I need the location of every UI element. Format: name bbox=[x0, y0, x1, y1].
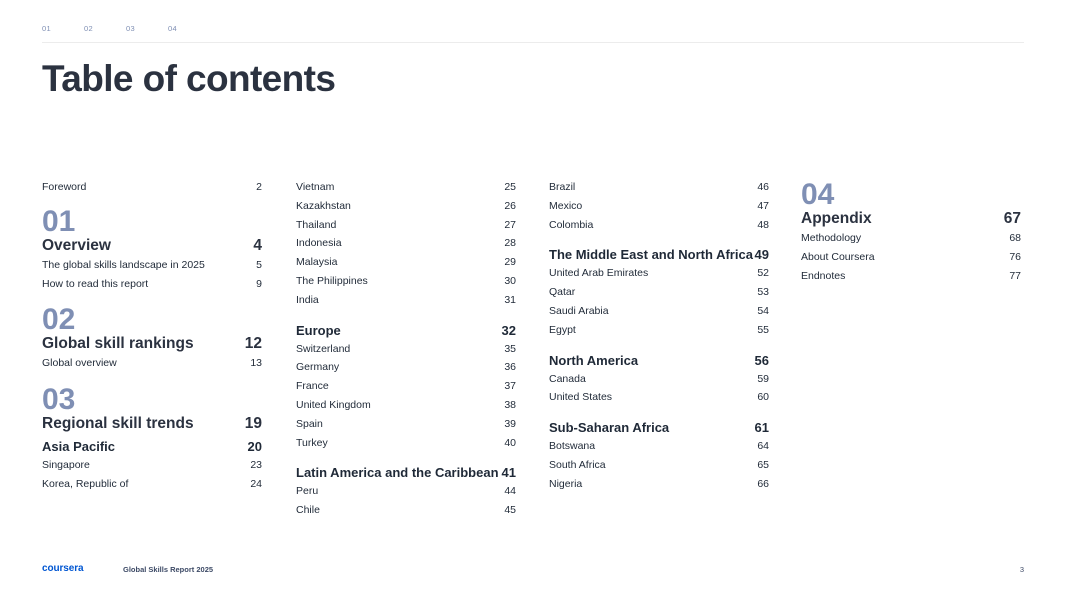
section-page: 12 bbox=[244, 335, 262, 353]
entry-label: United States bbox=[549, 391, 613, 404]
entry-page: 31 bbox=[504, 293, 516, 306]
entry-label: How to read this report bbox=[42, 277, 149, 290]
entry-page: 29 bbox=[504, 256, 516, 269]
entry-label: Mexico bbox=[549, 199, 583, 212]
entry-label: Korea, Republic of bbox=[42, 477, 129, 490]
entry-page: 25 bbox=[504, 181, 516, 193]
section-page: 4 bbox=[253, 236, 262, 254]
region-page: 20 bbox=[247, 439, 262, 455]
nav-link-01[interactable]: 01 bbox=[42, 24, 51, 33]
entry-label: Malaysia bbox=[296, 256, 338, 269]
toc-entry[interactable] bbox=[549, 180, 769, 199]
region-page: 49 bbox=[754, 247, 769, 263]
section-number-02: 02 bbox=[42, 303, 76, 337]
toc-entry[interactable] bbox=[549, 285, 769, 304]
toc-entry[interactable] bbox=[549, 218, 769, 237]
entry-label: Qatar bbox=[549, 286, 576, 299]
entry-label: Canada bbox=[549, 372, 586, 385]
entry-page: 44 bbox=[504, 485, 516, 498]
toc-entry[interactable] bbox=[296, 379, 516, 398]
entry-page: 48 bbox=[757, 218, 769, 231]
entry-page: 66 bbox=[757, 477, 769, 490]
toc-entry[interactable] bbox=[549, 477, 769, 496]
toc-entry[interactable] bbox=[549, 304, 769, 323]
entry-page: 39 bbox=[504, 417, 516, 430]
entry-label: United Kingdom bbox=[296, 398, 371, 411]
toc-entry[interactable] bbox=[42, 477, 262, 496]
entry-page: 76 bbox=[1009, 250, 1021, 263]
region-label: The Middle East and North Africa bbox=[549, 247, 753, 263]
region-label: North America bbox=[549, 352, 639, 368]
section-number-03: 03 bbox=[42, 383, 76, 417]
section-page: 19 bbox=[244, 415, 262, 433]
toc-entry[interactable] bbox=[549, 439, 769, 458]
region-label: Sub-Saharan Africa bbox=[549, 420, 670, 436]
entry-page: 36 bbox=[504, 361, 516, 374]
toc-entry[interactable] bbox=[42, 277, 262, 296]
toc-entry[interactable] bbox=[296, 417, 516, 436]
entry-label: Endnotes bbox=[801, 269, 846, 282]
entry-label: Global overview bbox=[42, 357, 117, 370]
entry-page: 55 bbox=[757, 323, 769, 336]
entry-label: Indonesia bbox=[296, 237, 342, 250]
entry-label: Botswana bbox=[549, 440, 596, 453]
toc-region-europe[interactable] bbox=[296, 322, 516, 342]
coursera-logo: coursera bbox=[42, 563, 84, 574]
entry-page: 46 bbox=[757, 181, 769, 193]
entry-label: About Coursera bbox=[801, 250, 875, 263]
entry-label: South Africa bbox=[549, 458, 606, 471]
section-number-04: 04 bbox=[801, 178, 835, 211]
toc-region-mena[interactable] bbox=[549, 246, 769, 266]
entry-label: Egypt bbox=[549, 323, 576, 336]
region-page: 56 bbox=[754, 352, 769, 368]
toc-entry[interactable] bbox=[296, 199, 516, 218]
entry-label: Foreword bbox=[42, 181, 87, 193]
entry-page: 60 bbox=[757, 391, 769, 404]
toc-entry[interactable] bbox=[296, 293, 516, 312]
entry-label: Singapore bbox=[42, 459, 90, 472]
section-label: Global skill rankings bbox=[42, 335, 194, 353]
entry-label: Methodology bbox=[801, 232, 862, 244]
entry-page: 77 bbox=[1009, 269, 1021, 282]
entry-page: 47 bbox=[757, 199, 769, 212]
entry-label: Spain bbox=[296, 417, 323, 430]
entry-page: 28 bbox=[504, 237, 516, 250]
entry-label: Vietnam bbox=[296, 181, 335, 193]
toc-entry[interactable] bbox=[42, 258, 262, 277]
nav-link-03[interactable]: 03 bbox=[126, 24, 135, 33]
entry-page: 65 bbox=[757, 458, 769, 471]
entry-page: 26 bbox=[504, 199, 516, 212]
section-nav bbox=[42, 24, 210, 33]
toc-section-global-skill-rankings[interactable] bbox=[42, 335, 262, 356]
entry-label: Switzerland bbox=[296, 342, 351, 355]
toc-entry[interactable] bbox=[296, 180, 516, 199]
entry-label: The Philippines bbox=[296, 274, 368, 287]
toc-entry[interactable] bbox=[296, 274, 516, 293]
toc-column-3 bbox=[549, 180, 769, 496]
toc-region-latin-america[interactable] bbox=[296, 464, 516, 484]
toc-entry[interactable] bbox=[549, 372, 769, 391]
toc-entry[interactable] bbox=[801, 269, 1021, 288]
toc-entry[interactable] bbox=[42, 356, 262, 375]
region-label: Asia Pacific bbox=[42, 439, 115, 455]
entry-page: 37 bbox=[504, 380, 516, 393]
toc-entry[interactable] bbox=[549, 323, 769, 342]
entry-page: 52 bbox=[757, 267, 769, 280]
entry-page: 59 bbox=[757, 372, 769, 385]
toc-entry[interactable] bbox=[296, 360, 516, 379]
toc-entry[interactable] bbox=[296, 236, 516, 255]
toc-entry[interactable] bbox=[801, 231, 1021, 250]
entry-page: 30 bbox=[504, 274, 516, 287]
toc-region-asia-pacific[interactable] bbox=[42, 438, 262, 458]
entry-label: Chile bbox=[296, 504, 320, 517]
entry-label: Colombia bbox=[549, 218, 594, 231]
toc-entry[interactable] bbox=[801, 250, 1021, 269]
nav-link-04[interactable]: 04 bbox=[168, 24, 177, 33]
entry-page: 35 bbox=[504, 342, 516, 355]
entry-label: Brazil bbox=[549, 181, 576, 193]
toc-entry[interactable] bbox=[296, 218, 516, 237]
entry-page: 5 bbox=[256, 258, 262, 271]
entry-page: 13 bbox=[250, 357, 262, 370]
toc-entry[interactable] bbox=[549, 390, 769, 409]
toc-entry[interactable] bbox=[549, 199, 769, 218]
region-page: 61 bbox=[754, 420, 769, 436]
toc-column-2 bbox=[296, 180, 516, 522]
toc-column-1 bbox=[42, 180, 262, 496]
entry-page: 9 bbox=[256, 277, 262, 290]
entry-page: 2 bbox=[256, 181, 262, 193]
region-label: Europe bbox=[296, 322, 341, 338]
entry-label: India bbox=[296, 293, 319, 306]
toc-entry[interactable] bbox=[296, 484, 516, 503]
toc-column-4 bbox=[801, 180, 1021, 287]
toc-section-regional-skill-trends[interactable] bbox=[42, 415, 262, 436]
toc-entry[interactable] bbox=[296, 398, 516, 417]
toc-section-appendix[interactable] bbox=[801, 210, 1021, 231]
entry-page: 64 bbox=[757, 440, 769, 453]
region-label: Latin America and the Caribbean bbox=[296, 465, 499, 481]
entry-label: France bbox=[296, 380, 329, 393]
entry-page: 40 bbox=[504, 436, 516, 449]
toc-entry[interactable] bbox=[549, 458, 769, 477]
section-number-01: 01 bbox=[42, 204, 76, 238]
toc-section-overview[interactable] bbox=[42, 237, 262, 258]
toc-entry[interactable] bbox=[549, 266, 769, 285]
entry-label: Saudi Arabia bbox=[549, 304, 609, 317]
entry-label: The global skills landscape in 2025 bbox=[42, 258, 205, 271]
entry-page: 23 bbox=[250, 459, 262, 472]
page-title: Table of contents bbox=[42, 58, 336, 99]
entry-page: 24 bbox=[250, 477, 262, 490]
entry-label: United Arab Emirates bbox=[549, 267, 649, 280]
entry-label: Turkey bbox=[296, 436, 328, 449]
section-label: Overview bbox=[42, 236, 111, 254]
toc-entry[interactable] bbox=[296, 342, 516, 361]
toc-entry[interactable] bbox=[296, 436, 516, 455]
header-divider bbox=[42, 42, 1024, 43]
page-footer bbox=[42, 563, 1024, 577]
entry-page: 53 bbox=[757, 286, 769, 299]
entry-page: 68 bbox=[1009, 232, 1021, 244]
entry-page: 45 bbox=[504, 504, 516, 517]
entry-label: Kazakhstan bbox=[296, 199, 351, 212]
toc-entry[interactable] bbox=[42, 458, 262, 477]
entry-label: Peru bbox=[296, 485, 319, 498]
region-page: 32 bbox=[501, 322, 516, 338]
toc-entry[interactable] bbox=[296, 503, 516, 522]
section-page: 67 bbox=[1003, 210, 1021, 227]
toc-entry[interactable] bbox=[296, 255, 516, 274]
report-title: Global Skills Report 2025 bbox=[123, 565, 214, 574]
section-label: Appendix bbox=[801, 210, 872, 227]
toc-entry-foreword[interactable] bbox=[42, 180, 262, 199]
toc-region-sub-saharan-africa[interactable] bbox=[549, 419, 769, 439]
entry-label: Thailand bbox=[296, 218, 337, 231]
entry-label: Nigeria bbox=[549, 477, 583, 490]
toc-region-north-america[interactable] bbox=[549, 352, 769, 372]
entry-page: 54 bbox=[757, 304, 769, 317]
page-number: 3 bbox=[1019, 565, 1024, 574]
section-label: Regional skill trends bbox=[42, 415, 194, 433]
entry-page: 38 bbox=[504, 398, 516, 411]
region-page: 41 bbox=[501, 465, 516, 481]
nav-link-02[interactable]: 02 bbox=[84, 24, 93, 33]
entry-label: Germany bbox=[296, 361, 340, 374]
entry-page: 27 bbox=[504, 218, 516, 231]
